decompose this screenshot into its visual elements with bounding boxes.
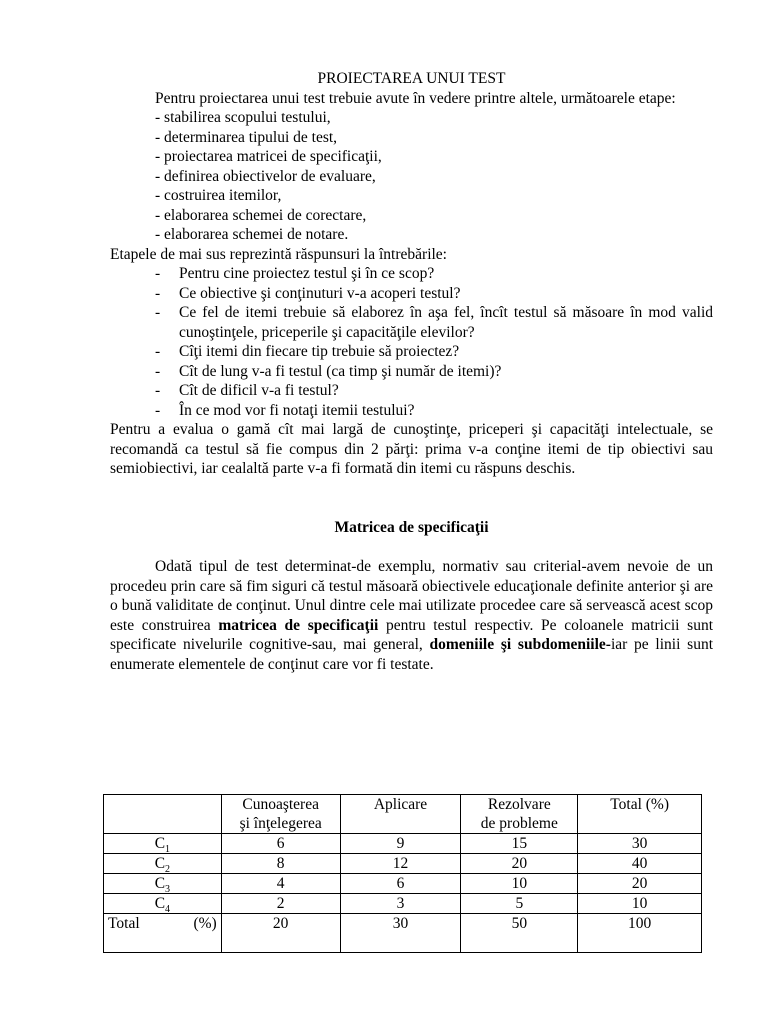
- table-row: [104, 834, 702, 854]
- table-cell: 40: [578, 854, 702, 874]
- table-row: [104, 874, 702, 894]
- table-cell: 100: [578, 914, 702, 953]
- body-paragraph: [110, 557, 713, 674]
- row-label: $C_3$: [104, 874, 222, 894]
- list-item: - Cîţi itemi din fiecare tip trebuie să proiectez?: [155, 342, 713, 362]
- steps-list: [110, 108, 713, 245]
- document-page: [110, 69, 713, 674]
- table-cell: 20: [461, 854, 578, 874]
- list-item: - determinarea tipului de test,: [155, 128, 338, 146]
- list-item: - Ce obiective şi conţinuturi v-a acoperi testul?: [155, 284, 713, 304]
- table-header-row: [104, 795, 702, 834]
- row-label: $C_1$: [104, 834, 222, 854]
- table-header-blank: [104, 795, 222, 834]
- table-cell: 2: [221, 894, 340, 914]
- table-cell: 12: [340, 854, 461, 874]
- table-cell: 20: [221, 914, 340, 953]
- table-header-rezolvare: Rezolvare de probleme: [461, 795, 578, 834]
- table-cell: 4: [221, 874, 340, 894]
- table-header-total: Total (%): [578, 795, 702, 834]
- questions-list: [110, 264, 713, 420]
- body-bold-term-2: domeniile şi subdomeniile-: [429, 636, 611, 653]
- table-cell: 3: [340, 894, 461, 914]
- row-label: $C_4$: [104, 894, 222, 914]
- list-item: - Cît de lung v-a fi testul (ca timp şi număr de itemi)?: [155, 362, 713, 382]
- table-cell: 8: [221, 854, 340, 874]
- list-item: - În ce mod vor fi notaţi itemii testului?: [155, 401, 713, 421]
- table-header-cunoasterea: Cunoaşterea şi înţelegerea: [221, 795, 340, 834]
- table-row: [104, 854, 702, 874]
- list-item: - Ce fel de itemi trebuie să elaborez în aşa fel, încît testul să măsoare în mod valid cunoştinţele, priceperile şi capacităţile elevilor?: [155, 303, 713, 342]
- list-item: - Cît de dificil v-a fi testul?: [155, 381, 713, 401]
- table-cell: 10: [461, 874, 578, 894]
- table-row: [104, 894, 702, 914]
- body-text-part2: pentru testul respectiv. Pe coloanele matricii sunt specificate nivelurile cognitive-sau, mai general,: [110, 616, 714, 653]
- section-heading: Matricea de specificaţii: [334, 518, 489, 536]
- intro-paragraph: Pentru proiectarea unui test trebuie avute în vedere printre altele, următoarele etape:: [155, 89, 676, 107]
- table-cell: 15: [461, 834, 578, 854]
- recommendation-paragraph: Pentru a evalua o gamă cît mai largă de cunoştinţe, priceperi şi capacităţi intelectuale, se recomandă ca testul să fie compus din 2 părţi: prima v-a conţine itemi de tip obiectivi sau semiobiectivi, iar cealaltă parte v-a fi formată din itemi cu răspuns deschis.: [110, 421, 713, 477]
- table-cell: 6: [221, 834, 340, 854]
- row-label: $C_2$: [104, 854, 222, 874]
- body-text-part1: Odată tipul de test determinat-de exemplu, normativ sau criterial-avem nevoie de un procedeu prin care să fim siguri că testul măsoară obiectivele educaţionale definite anterior şi are o bună validitate de conţinut. Unul dintre cele mai utilizate procedee care să servească acest scop este construirea: [110, 558, 713, 634]
- table-cell: 9: [340, 834, 461, 854]
- table-cell: 10: [578, 894, 702, 914]
- table-cell: 50: [461, 914, 578, 953]
- total-row-label: Total (%): [104, 914, 222, 953]
- list-item: - elaborarea schemei de corectare,: [155, 206, 367, 224]
- body-text-part3: iar pe linii sunt enumerate elementele de conţinut care vor fi testate.: [110, 636, 713, 673]
- list-item: - costruirea itemilor,: [155, 187, 282, 204]
- table-cell: 20: [578, 874, 702, 894]
- table-cell: 6: [340, 874, 461, 894]
- list-item: - definirea obiectivelor de evaluare,: [155, 167, 376, 185]
- body-bold-term-1: matricea de specificaţii: [218, 616, 379, 634]
- table-total-row: [104, 914, 702, 953]
- questions-intro: Etapele de mai sus reprezintă răspunsuri la întrebările:: [110, 245, 447, 263]
- table-cell: 5: [461, 894, 578, 914]
- list-item: - Pentru cine proiectez testul şi în ce scop?: [155, 264, 713, 284]
- list-item: - proiectarea matricei de specificaţii,: [155, 148, 382, 165]
- document-title: PROIECTAREA UNUI TEST: [317, 70, 506, 87]
- list-item: - stabilirea scopului testului,: [155, 109, 331, 126]
- table-cell: 30: [340, 914, 461, 953]
- table-header-aplicare: Aplicare: [340, 795, 461, 834]
- table-cell: 30: [578, 834, 702, 854]
- list-item: - elaborarea schemei de notare.: [155, 226, 349, 243]
- specification-matrix-table: [103, 794, 702, 953]
